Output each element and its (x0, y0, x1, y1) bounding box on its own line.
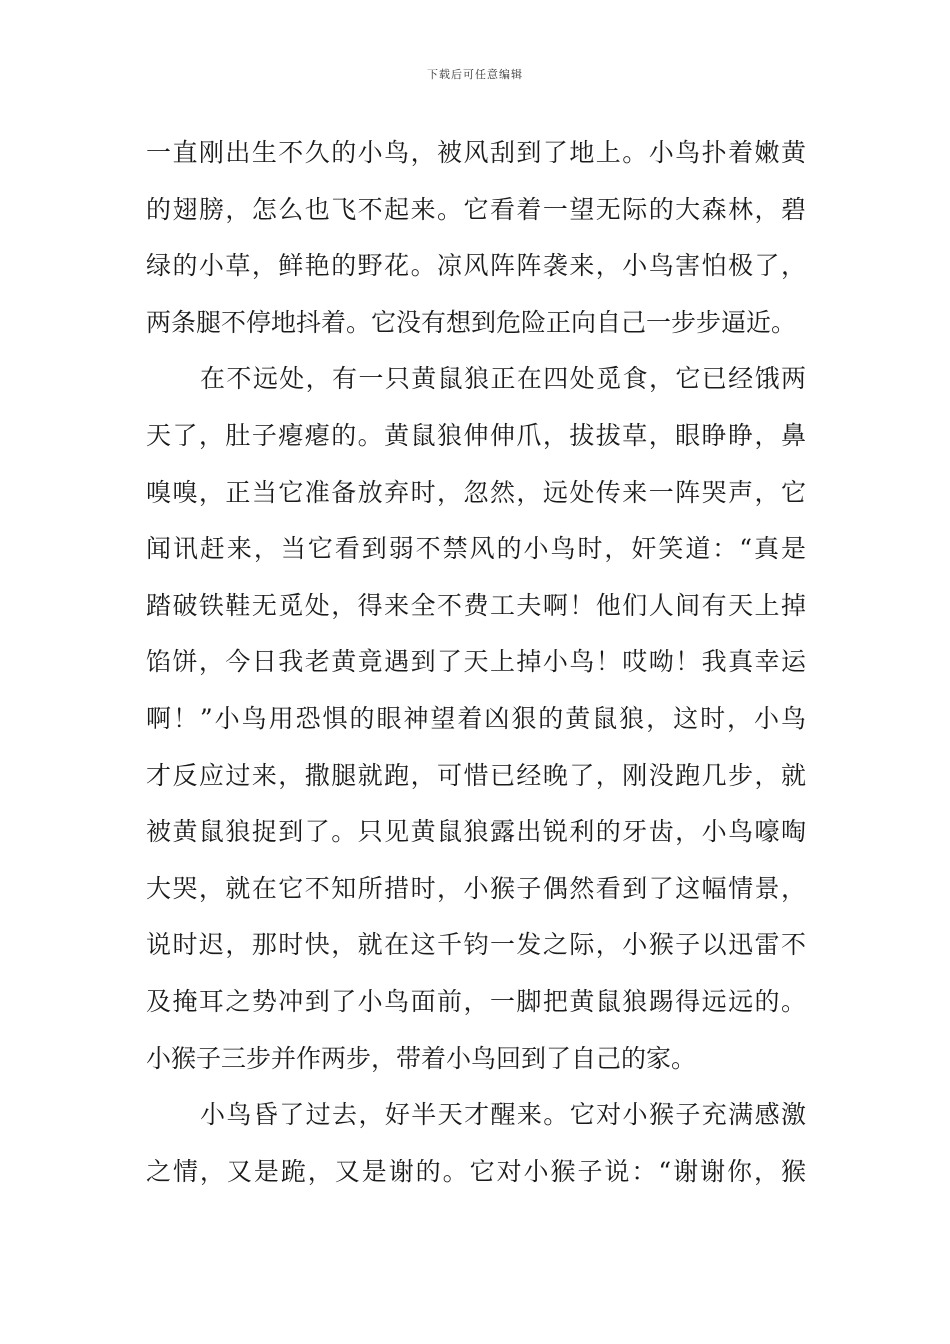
page-header: 下载后可任意编辑 (427, 68, 523, 81)
text-line: 大哭，就在它不知所措时，小猴子偶然看到了这幅情景， (146, 873, 806, 903)
text-line: 小猴子三步并作两步，带着小鸟回到了自己的家。 (146, 1043, 697, 1073)
text-line: 说时迟，那时快，就在这千钧一发之际，小猴子以迅雷不 (146, 930, 806, 960)
text-line: 及掩耳之势冲到了小鸟面前，一脚把黄鼠狼踢得远远的。 (146, 986, 806, 1016)
text-line: 之情，又是跪，又是谢的。它对小猴子说：“谢谢你，猴 (146, 1156, 806, 1186)
text-line: 天了，肚子瘪瘪的。黄鼠狼伸伸爪，拔拔草，眼睁睁，鼻 (146, 420, 806, 450)
text-line: 小鸟昏了过去，好半天才醒来。它对小猴子充满感激 (200, 1100, 806, 1130)
text-line: 在不远处，有一只黄鼠狼正在四处觅食，它已经饿两 (200, 364, 806, 394)
text-line: 馅饼，今日我老黄竟遇到了天上掉小鸟！哎呦！我真幸运 (146, 647, 806, 677)
document-body (146, 128, 806, 1203)
text-line: 两条腿不停地抖着。它没有想到危险正向自己一步步逼近。 (146, 307, 797, 337)
text-line: 闻讯赶来，当它看到弱不禁风的小鸟时，奸笑道：“真是 (146, 534, 806, 564)
text-line: 一直刚出生不久的小鸟，被风刮到了地上。小鸟扑着嫩黄 (146, 138, 806, 167)
text-line: 的翅膀，怎么也飞不起来。它看着一望无际的大森林，碧 (146, 194, 806, 224)
text-line: 啊！”小鸟用恐惧的眼神望着凶狠的黄鼠狼，这时，小鸟 (146, 703, 806, 733)
text-line: 才反应过来，撒腿就跑，可惜已经晚了，刚没跑几步，就 (146, 760, 806, 790)
text-line: 绿的小草，鲜艳的野花。凉风阵阵袭来，小鸟害怕极了， (146, 251, 806, 281)
text-line: 踏破铁鞋无觅处，得来全不费工夫啊！他们人间有天上掉 (146, 590, 806, 620)
text-line: 嗅嗅，正当它准备放弃时，忽然，远处传来一阵哭声，它 (146, 477, 806, 507)
text-line: 被黄鼠狼捉到了。只见黄鼠狼露出锐利的牙齿，小鸟嚎啕 (146, 817, 806, 847)
